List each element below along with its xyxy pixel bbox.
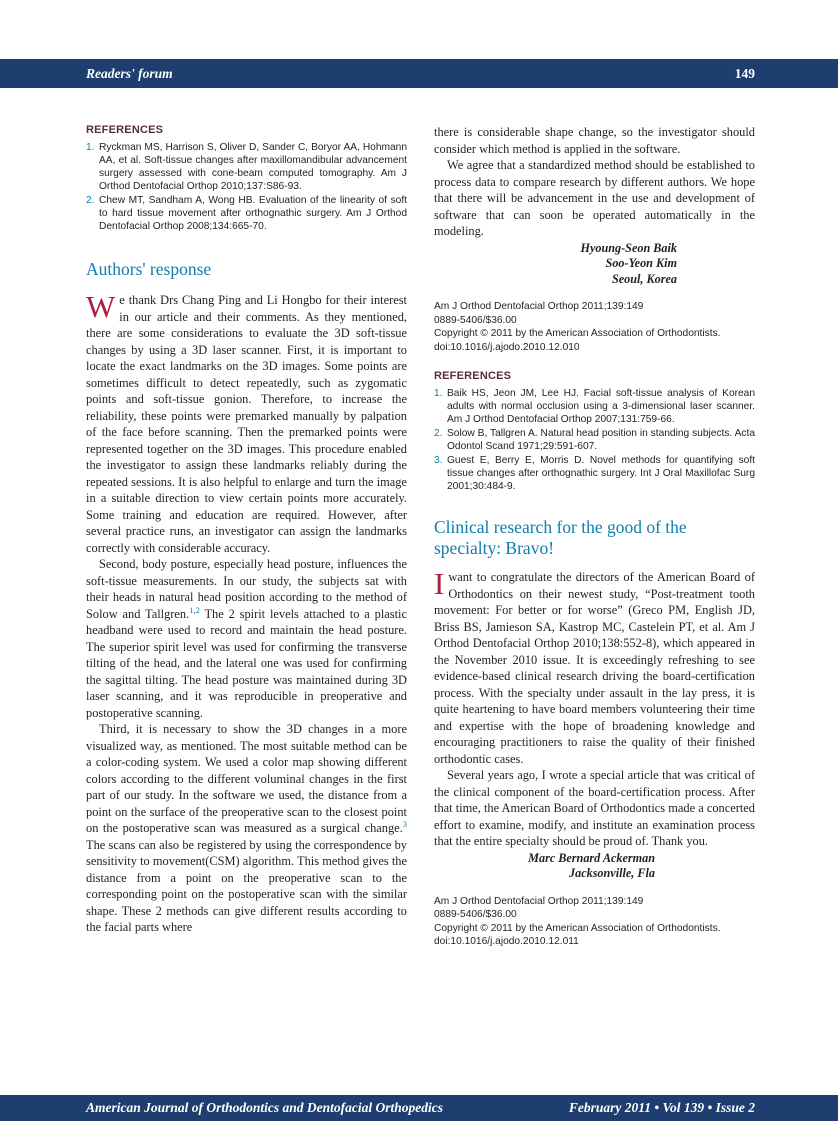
- references-list: [434, 387, 755, 493]
- reference-item: [434, 454, 755, 493]
- citation-line: Am J Orthod Dentofacial Orthop 2011;139:149: [434, 895, 644, 907]
- signature-location: Seoul, Korea: [611, 271, 677, 286]
- signature-author: Marc Bernard Ackerman: [528, 850, 655, 865]
- reference-item: [86, 194, 407, 233]
- citation-superscript: 1,2: [189, 604, 200, 615]
- reference-item: [86, 141, 407, 193]
- section-title-clinical-research: Clinical research for the good of the specialty: Bravo!: [434, 517, 687, 558]
- citation-doi: doi:10.1016/j.ajodo.2010.12.011: [434, 936, 579, 947]
- citation-line: Copyright © 2011 by the American Association of Orthodontists.: [434, 922, 721, 934]
- page-footer-bar: [0, 1095, 838, 1121]
- journal-name: American Journal of Orthodontics and Dentofacial Orthopedics: [86, 1100, 444, 1115]
- citation-line: Am J Orthod Dentofacial Orthop 2011;139:149: [434, 301, 644, 312]
- citation-doi: doi:10.1016/j.ajodo.2010.12.010: [434, 341, 580, 353]
- paragraph-text: e thank Drs Chang Ping and Li Hongbo for their interest in our article and their comments. As they mentioned, there are some considerations to evaluate the 3D soft-tissue changes by using a 3D laser scanner. First, it is important to locate the exact landmarks on the 3D images. Some points are sometimes difficult to detect repeatedly, such as zygomatic points and soft-tissue gonion. Therefore, to increase the reliability, these points were premarked manually by palpation of the face before scanning. Then the premarked points were represented together on the 3D images. This procedure enabled the investigator to assign these landmarks reliably during the repeated sessions. It is also helpful to enlarge and turn the image in a suitable direction to view certain points more accurately. Some training and education are required. However, after several practice runs, an investigator can assign the landmarks correctly with considerable accuracy.: [86, 293, 407, 555]
- references-heading: REFERENCES: [86, 124, 164, 136]
- signature-block: [434, 851, 755, 882]
- paragraph: [86, 721, 407, 936]
- drop-cap: I: [434, 566, 445, 601]
- page-number: 149: [734, 65, 755, 81]
- paragraph-text: Third, it is necessary to show the 3D changes in a more visualized way, as mentioned. The most suitable method can be a color-coding system. We used a color map showing different colors according to the different voluminal changes in the first part of our study. In the software we used, the distance from a point on the surface of the preoperative scan to the closest point on the postoperative scan was measured as a surgical change.: [86, 722, 407, 835]
- right-column: [434, 124, 755, 949]
- paragraph-text: Second, body posture, especially head posture, influences the soft-tissue measurements. In our study, the subjects sat with their heads in natural head position according to the method of Solow and Tallgren.: [86, 557, 407, 621]
- drop-cap: W: [86, 289, 116, 324]
- reference-item: [434, 387, 755, 426]
- reference-number: 3.: [434, 455, 443, 466]
- citation-block: [434, 895, 755, 949]
- citation-block: [434, 300, 755, 354]
- signature-author: Hyoung-Seon Baik: [580, 240, 677, 255]
- reference-number: 1.: [86, 142, 95, 153]
- paragraph: We agree that a standardized method should be established to process data to compare research by different authors. We hope that there will be advancement in the use and development of software that can soon be operated automatically in the modeling.: [434, 158, 755, 238]
- references-heading: REFERENCES: [434, 370, 512, 382]
- signature-location: Jacksonville, Fla: [569, 866, 655, 880]
- reference-text: Solow B, Tallgren A. Natural head position in standing subjects. Acta Odontol Scand 1971;29:591-607.: [447, 428, 755, 452]
- reference-number: 2.: [86, 195, 95, 206]
- page-content: [86, 124, 756, 949]
- paragraph-text: The 2 spirit levels attached to a plastic headband were used to record and maintain the head posture. The superior spirit level was used for confirming the transverse tilting of the head, and the lateral one was used for confirming the sagittal tilting. The head posture was maintained during 3D laser scanning, and it was reproducible in preoperative and postoperative scanning.: [86, 606, 407, 720]
- paragraph-text: want to congratulate the directors of the American Board of Orthodontics on their newest study, “Post-treatment tooth movement: For better or for worse” (Greco PM, English JD, Briss BS, Jamieson SA, Kastrop MC, Castelein PT, et al. Am J Orthod Dentofacial Orthop 2010;138:552-8), which appeared in the November 2010 issue. It is exceedingly refreshing to see evidence-based clinical research driving the board-certification process. With the specialty under assault in the lay press, it is quite heartening to have board members volunteering their time and expertise with the hope of broadening knowledge and encouraging practitioners to raise the quality of their finished orthodontic cases.: [434, 570, 755, 766]
- left-column: [86, 124, 407, 949]
- reference-item: [434, 427, 755, 453]
- reference-number: 2.: [434, 428, 443, 439]
- reference-text: Guest E, Berry E, Morris D. Novel methods for quantifying soft tissue changes after orthognathic surgery. Int J Oral Maxillofac Surg 2001;30:484-9.: [447, 455, 755, 492]
- paragraph: [86, 556, 407, 721]
- page-header-bar: [0, 59, 838, 88]
- paragraph: [434, 566, 755, 767]
- reference-text: Baik HS, Jeon JM, Lee HJ. Facial soft-tissue analysis of Korean adults with normal occlusion using a 3-dimensional laser scanner. Am J Orthod Dentofacial Orthop 2007;131:759-66.: [447, 388, 755, 425]
- issue-info: February 2011 • Vol 139 • Issue 2: [568, 1100, 755, 1115]
- citation-superscript: 3: [402, 818, 407, 829]
- reference-text: Chew MT, Sandham A, Wong HB. Evaluation of the linearity of soft to hard tissue movement after orthognathic surgery. Am J Orthod Dentofacial Orthop 2008;134:665-70.: [99, 195, 407, 232]
- reference-number: 1.: [434, 388, 443, 399]
- paragraph-text: The scans can also be registered by using the correspondence by sensitivity to movement(CSM) algorithm. This method gives the distance from a point on the preoperative scan to the corresponding point on the postoperative scan with the similar shape. These 2 methods can give different results according to the facial parts where: [86, 837, 407, 934]
- paragraph: [86, 289, 407, 556]
- running-head: Readers' forum: [86, 65, 173, 81]
- signature-author: Soo-Yeon Kim: [605, 256, 677, 270]
- signature-block: [434, 241, 755, 288]
- section-title-authors-response: Authors' response: [86, 259, 212, 279]
- reference-text: Ryckman MS, Harrison S, Oliver D, Sander C, Boryor AA, Hohmann AA, et al. Soft-tissue changes after maxillomandibular advancement surgery assessed with cone-beam computed tomography. Am J Orthod Dentofacial Orthop 2010;137:S86-93.: [99, 142, 407, 192]
- citation-line: 0889-5406/$36.00: [434, 314, 517, 326]
- references-list: [86, 141, 407, 233]
- paragraph: there is considerable shape change, so the investigator should consider which method is applied in the software.: [434, 125, 755, 156]
- citation-line: Copyright © 2011 by the American Association of Orthodontists.: [434, 328, 721, 339]
- citation-line: 0889-5406/$36.00: [434, 909, 517, 920]
- paragraph: Several years ago, I wrote a special article that was critical of the clinical component of the board-certification process. After that time, the American Board of Orthodontics made a concerted effort to examine, modify, and institute an examination process that the entire specialty should be proud of. Thank you.: [434, 768, 755, 848]
